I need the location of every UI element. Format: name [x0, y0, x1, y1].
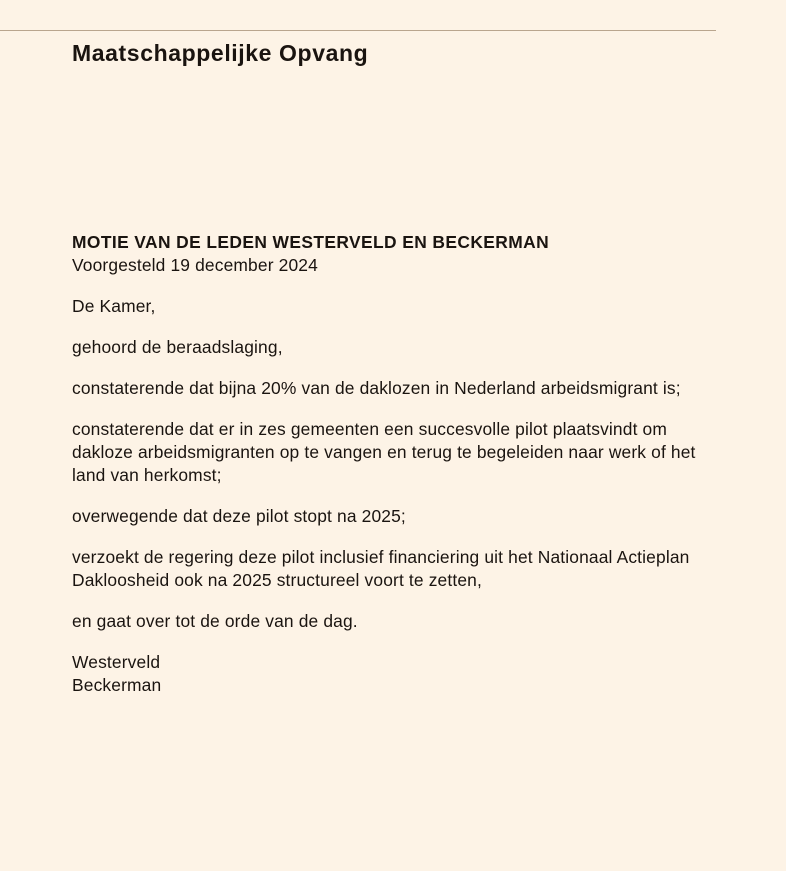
top-divider — [0, 30, 716, 31]
paragraph-hearing: gehoord de beraadslaging, — [72, 337, 283, 357]
salutation: De Kamer, — [72, 296, 156, 316]
paragraph-closing: en gaat over tot de orde van de dag. — [72, 611, 358, 631]
signatory: Beckerman — [72, 675, 162, 695]
paragraph-finding-2: constaterende dat er in zes gemeenten een succesvolle pilot plaatsvindt om dakloze arbeidsmigranten op te vangen en terug te begeleiden naar werk of het land van herkomst; — [72, 419, 696, 485]
motion-body — [72, 231, 732, 697]
signatory: Westerveld — [72, 652, 161, 672]
paragraph-finding-1: constaterende dat bijna 20% van de daklozen in Nederland arbeidsmigrant is; — [72, 378, 681, 398]
paragraph-request: verzoekt de regering deze pilot inclusief financiering uit het Nationaal Actieplan Dakloosheid ook na 2025 structureel voort te zetten, — [72, 547, 690, 590]
motion-heading: MOTIE VAN DE LEDEN WESTERVELD EN BECKERMAN — [72, 232, 550, 252]
page-title: Maatschappelijke Opvang — [72, 40, 369, 66]
proposed-date: Voorgesteld 19 december 2024 — [72, 255, 318, 275]
signatures — [72, 651, 732, 697]
paragraph-consideration: overwegende dat deze pilot stopt na 2025; — [72, 506, 406, 526]
